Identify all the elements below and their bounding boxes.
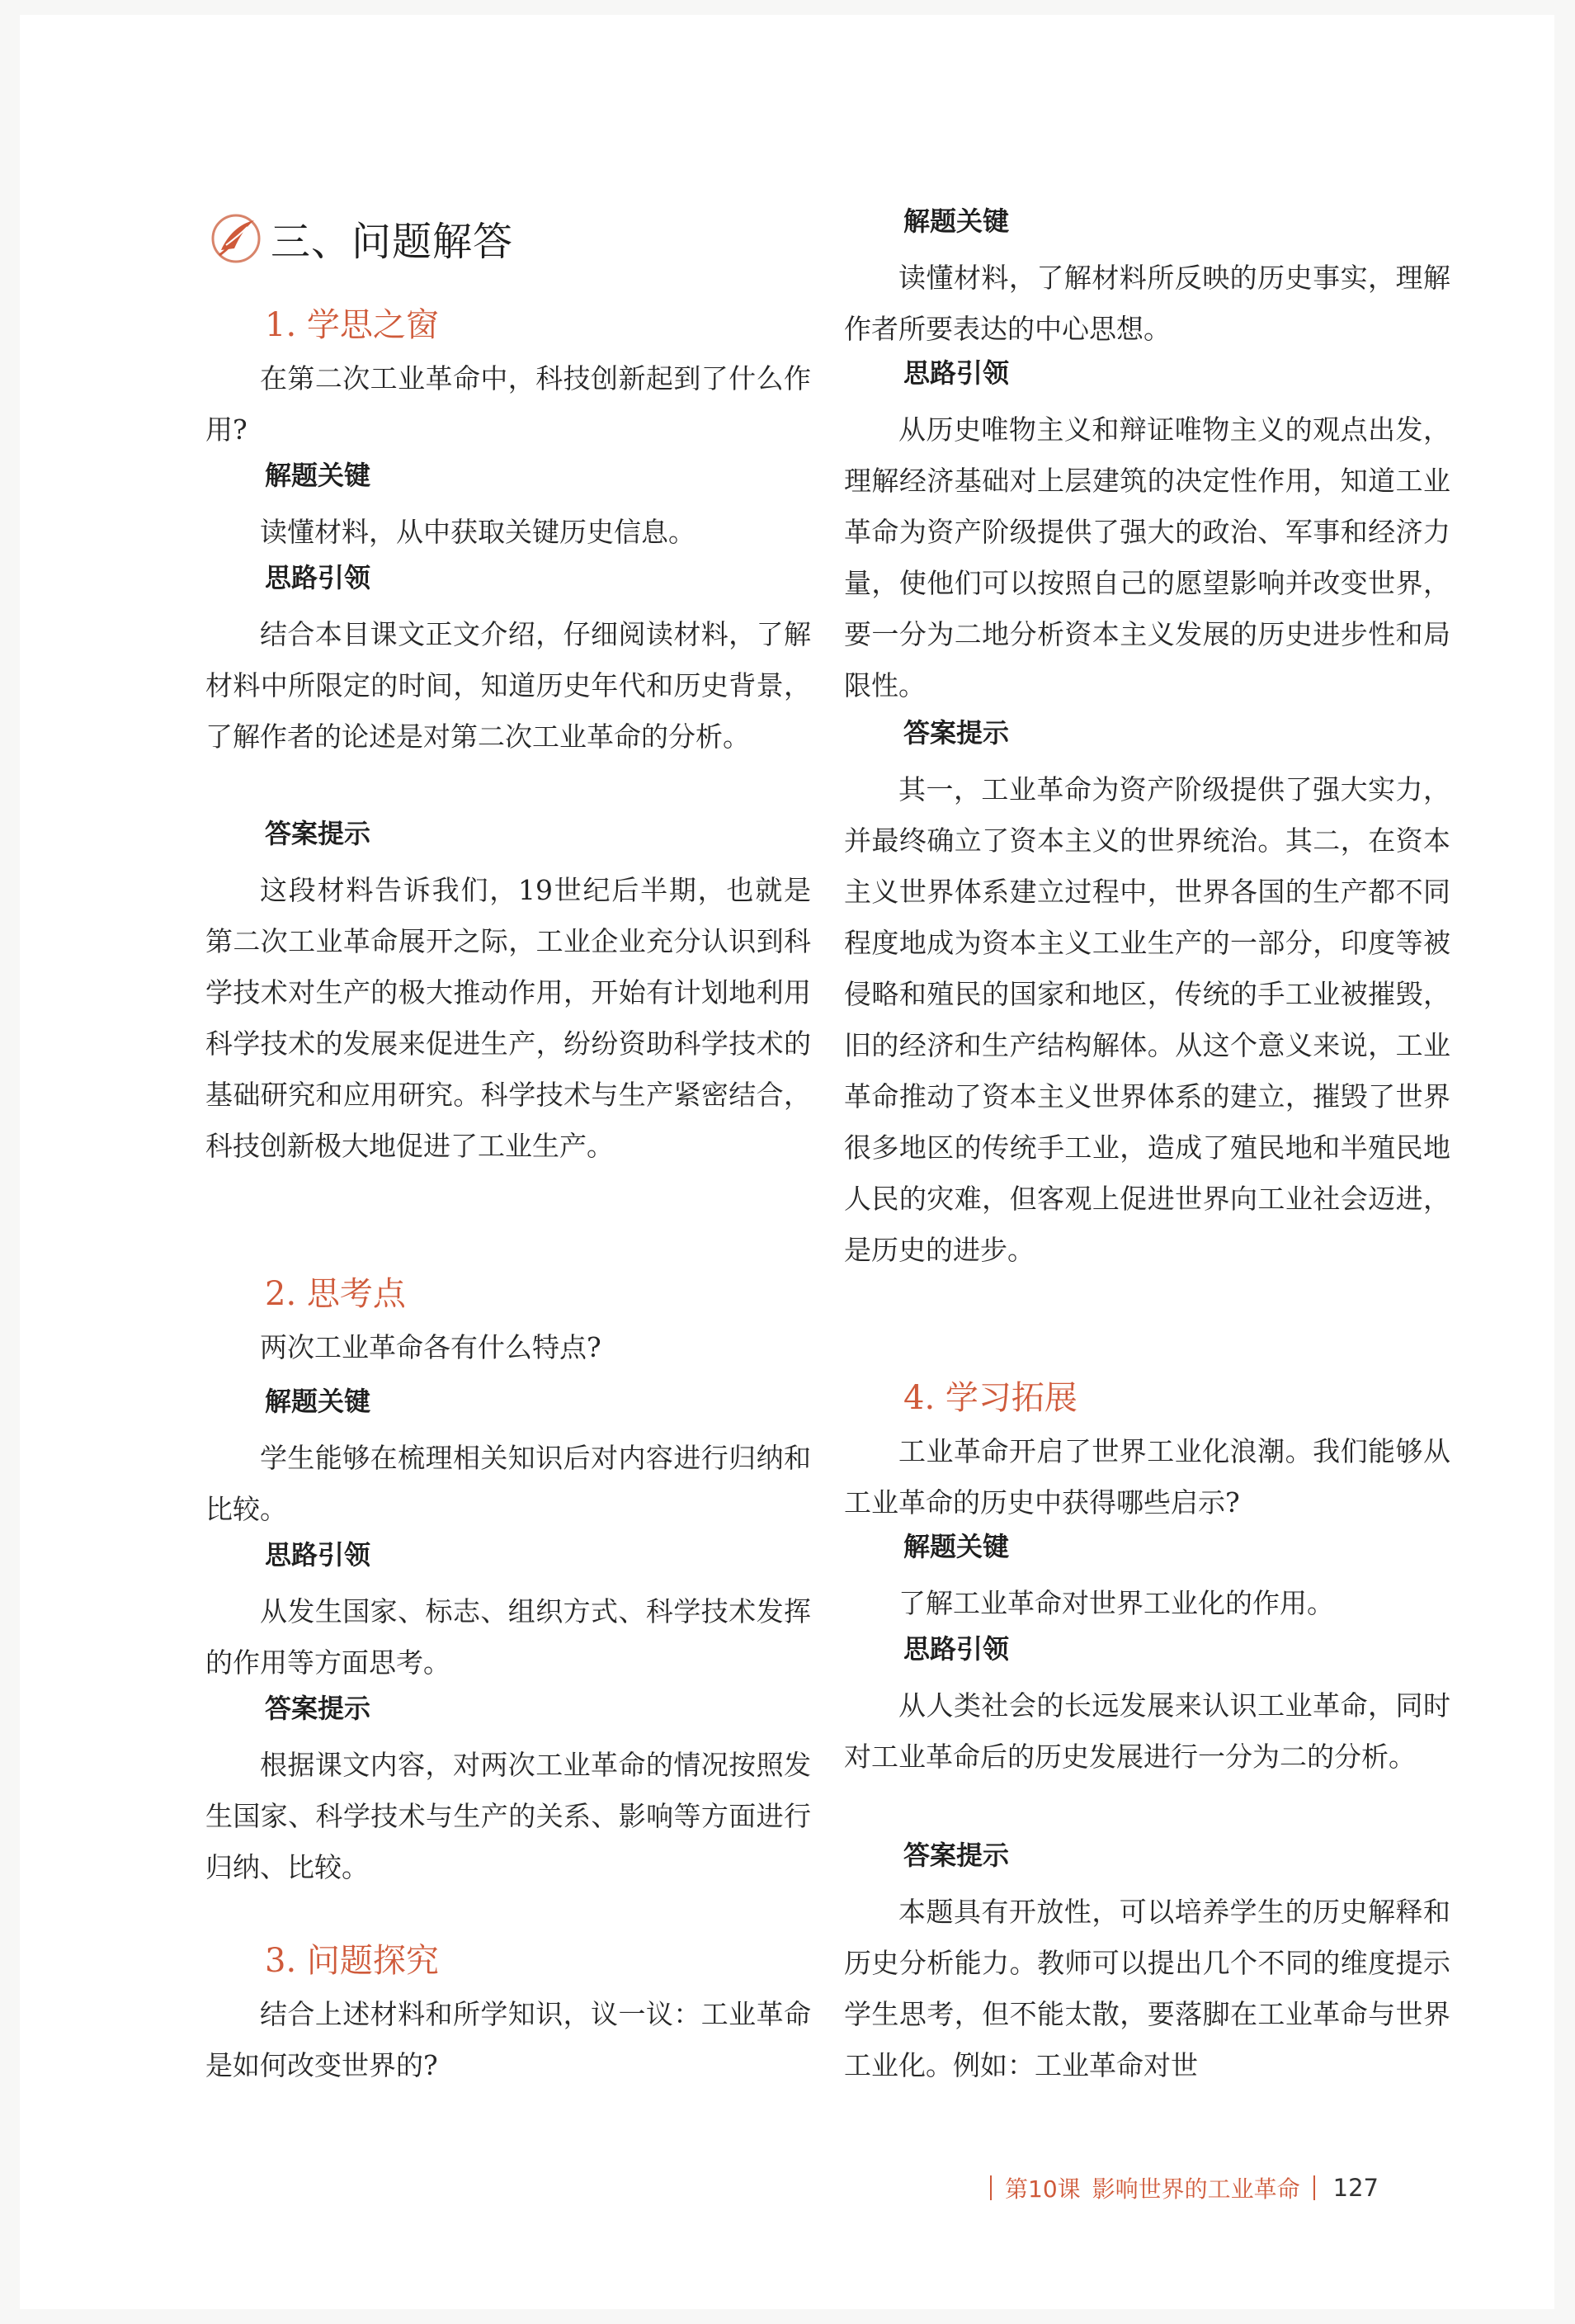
section-2-guide-text: 从发生国家、标志、组织方式、科学技术发挥的作用等方面思考。 (205, 1595, 811, 1679)
section-3-key-text: 读懂材料，了解材料所反映的历史事实，理解作者所要表达的中心思想。 (844, 262, 1450, 345)
section-3-title: 3. 问题探究 (265, 1942, 439, 1980)
heading-title: 三、问题解答 (271, 219, 514, 265)
page (20, 15, 1554, 2309)
section-2-key-text: 学生能够在梳理相关知识后对内容进行归纳和比较。 (205, 1442, 811, 1525)
section-4-answer-label: 答案提示 (903, 1840, 1010, 1871)
footer-chapter: 第10课 (1005, 2175, 1081, 2203)
section-4-answer-text: 本题具有开放性，可以培养学生的历史解释和历史分析能力。教师可以提出几个不同的维度提示学生思考，但不能太散，要落脚在工业革命与世界工业化。例如：工业革命对世 (844, 1896, 1450, 2081)
page-number: 127 (1332, 2174, 1379, 2202)
section-3-answer-text: 其一，工业革命为资产阶级提供了强大实力，并最终确立了资本主义的世界统治。其二，在资本主义世界体系建立过程中，世界各国的生产都不同程度地成为资本主义工业生产的一部分，印度等被侵略和殖民的国家和地区，传统的手工业被摧毁，旧的经济和生产结构解体。从这个意义来说，工业革命推动了资本主义世界体系的建立，摧毁了世界很多地区的传统手工业，造成了殖民地和半殖民地人民的灾难，但客观上促进世界向工业社会迈进，是历史的进步。 (844, 773, 1450, 1266)
quill-logo-icon (210, 212, 262, 265)
section-4-key-label: 解题关键 (903, 1531, 1010, 1562)
section-1-guide-label: 思路引领 (265, 562, 371, 593)
section-2-guide-label: 思路引领 (265, 1539, 371, 1571)
section-2-answer-label: 答案提示 (265, 1693, 371, 1724)
section-1-key-text: 读懂材料，从中获取关键历史信息。 (260, 516, 696, 548)
section-2-question: 两次工业革命各有什么特点? (260, 1331, 601, 1363)
section-4-key-text: 了解工业革命对世界工业化的作用。 (898, 1587, 1334, 1619)
section-3-answer-label: 答案提示 (903, 717, 1010, 749)
section-1-guide-text: 结合本目课文正文介绍，仔细阅读材料，了解材料中所限定的时间，知道历史年代和历史背景，了解作者的论述是对第二次工业革命的分析。 (205, 618, 811, 753)
section-3-guide-text: 从历史唯物主义和辩证唯物主义的观点出发，理解经济基础对上层建筑的决定性作用，知道工业革命为资产阶级提供了强大的政治、军事和经济力量，使他们可以按照自己的愿望影响并改变世界，要一分为二地分析资本主义发展的历史进步性和局限性。 (844, 413, 1450, 701)
page-footer (990, 2171, 1379, 2204)
section-2-key-label: 解题关键 (265, 1386, 371, 1417)
section-1-answer-label: 答案提示 (265, 818, 371, 849)
section-4-guide-label: 思路引领 (903, 1633, 1010, 1665)
section-2-title: 2. 思考点 (265, 1275, 406, 1313)
section-4-title: 4. 学习拓展 (903, 1379, 1078, 1417)
footer-lesson-title: 影响世界的工业革命 (1092, 2175, 1300, 2203)
footer-divider (1313, 2175, 1315, 2200)
section-4-question: 工业革命开启了世界工业化浪潮。我们能够从工业革命的历史中获得哪些启示? (844, 1435, 1450, 1519)
section-3-guide-label: 思路引领 (903, 357, 1010, 389)
section-3-key-label: 解题关键 (903, 205, 1010, 237)
section-2-answer-text: 根据课文内容，对两次工业革命的情况按照发生国家、科学技术与生产的关系、影响等方面进行归纳、比较。 (205, 1749, 811, 1883)
footer-divider (990, 2175, 992, 2200)
section-4-guide-text: 从人类社会的长远发展来认识工业革命，同时对工业革命后的历史发展进行一分为二的分析。 (844, 1689, 1450, 1773)
section-1-title: 1. 学思之窗 (265, 306, 439, 344)
section-1-answer-text: 这段材料告诉我们，19世纪后半期，也就是第二次工业革命展开之际，工业企业充分认识到科学技术对生产的极大推动作用，开始有计划地利用科学技术的发展来促进生产，纷纷资助科学技术的基础研究和应用研究。科学技术与生产紧密结合，科技创新极大地促进了工业生产。 (205, 874, 811, 1162)
section-3-question: 结合上述材料和所学知识，议一议：工业革命是如何改变世界的? (205, 1998, 811, 2081)
section-heading (210, 210, 513, 267)
section-1-question: 在第二次工业革命中，科技创新起到了什么作用? (205, 362, 811, 446)
section-1-key-label: 解题关键 (265, 460, 371, 491)
